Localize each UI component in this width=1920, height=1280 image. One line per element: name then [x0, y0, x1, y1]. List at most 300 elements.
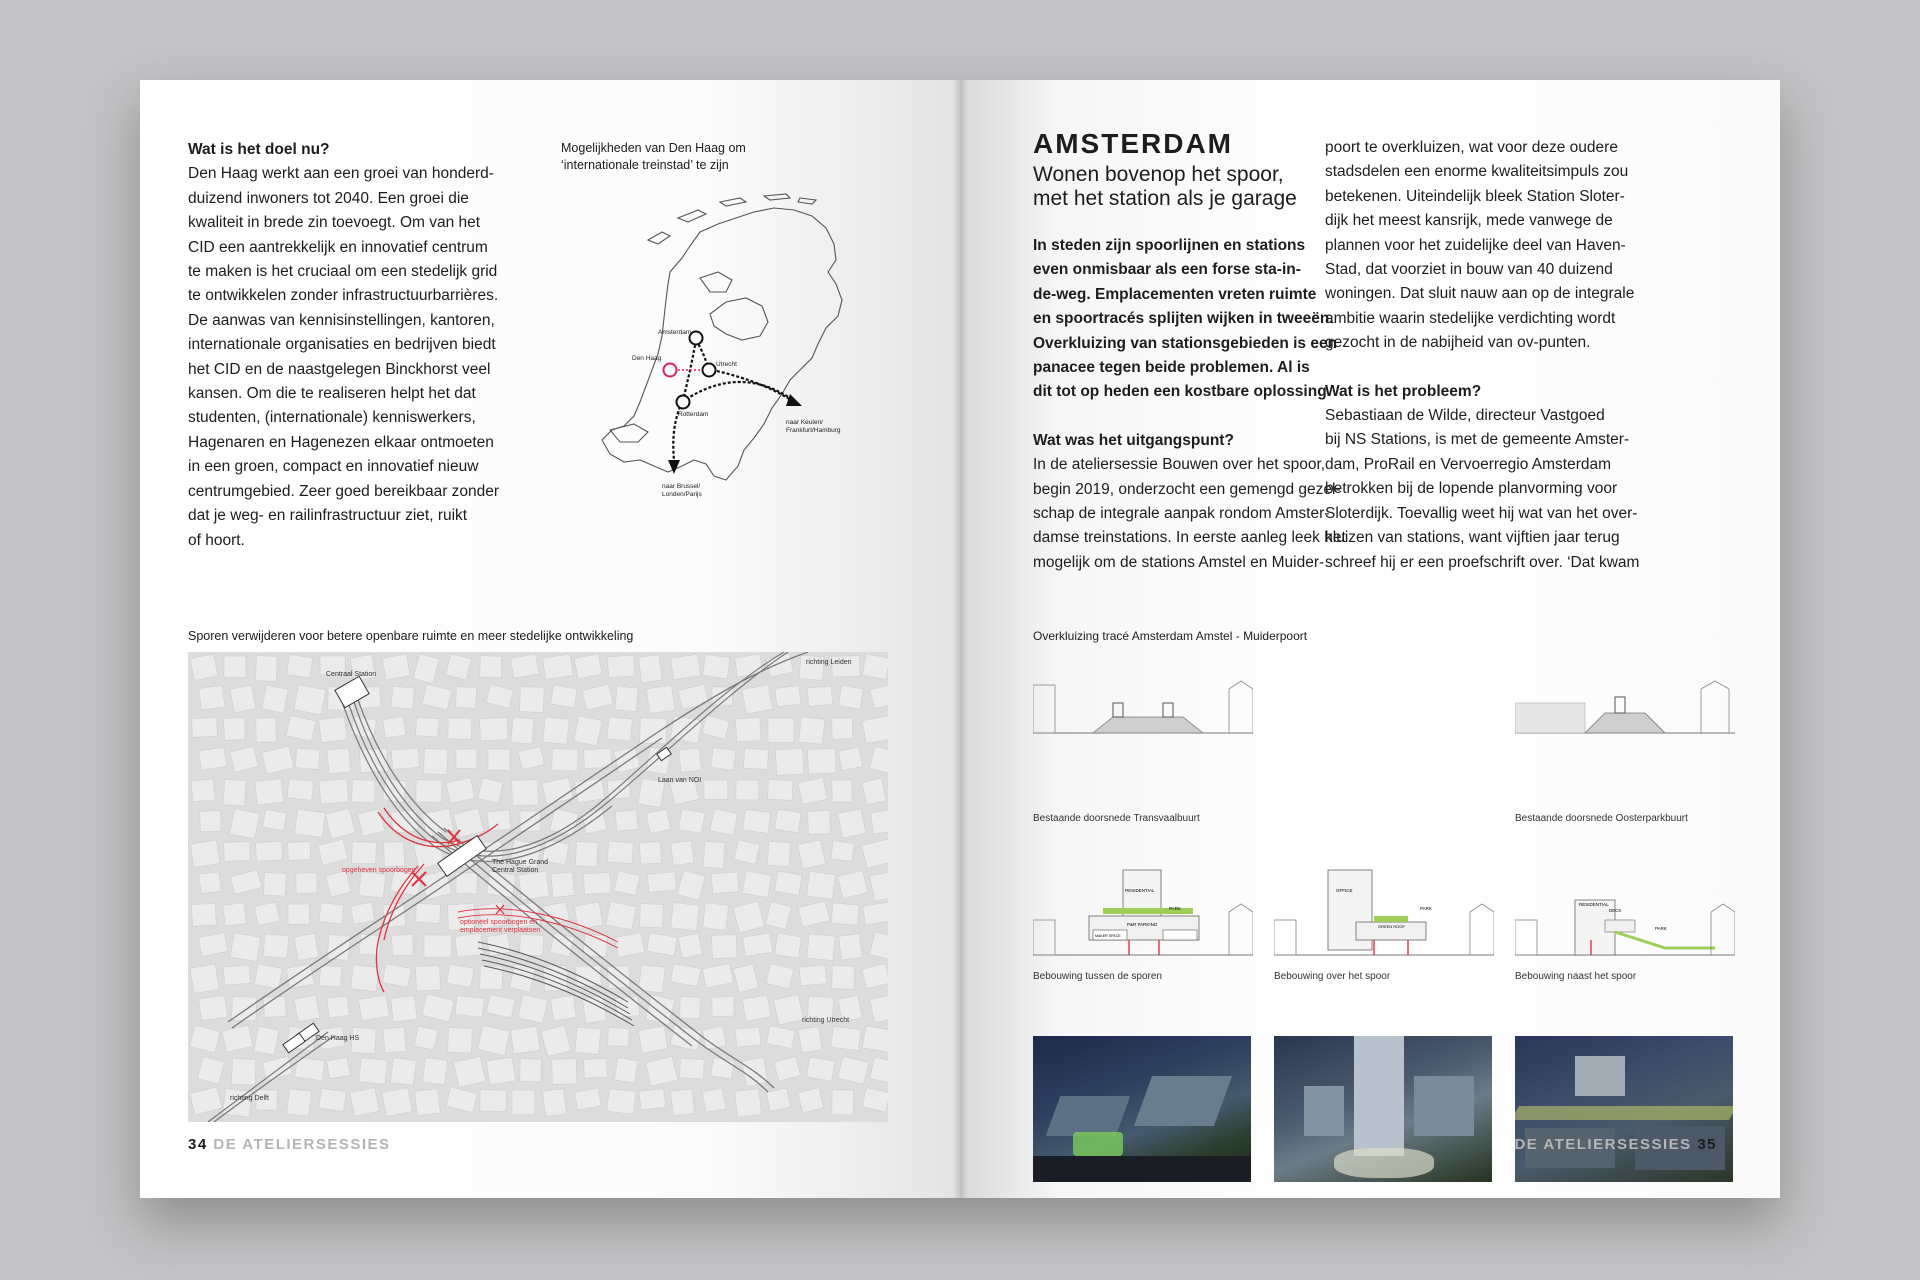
- city-block: [839, 934, 862, 960]
- city-block: [807, 748, 836, 774]
- plan-label-centraal: Centraal Station: [326, 671, 377, 678]
- city-block: [543, 654, 574, 679]
- plan-label-optional-2: emplacement verplaatsen: [460, 927, 541, 934]
- section-oosterpark: [1515, 675, 1735, 743]
- city-block: [392, 935, 414, 956]
- city-block: [511, 717, 534, 744]
- body-line: CID een aantrekkelijk en innovatief centrum: [188, 238, 488, 256]
- city-block: [551, 872, 575, 898]
- city-block: [614, 1058, 638, 1084]
- city-block: [542, 1089, 566, 1117]
- city-block: [294, 685, 326, 715]
- city-block: [424, 935, 451, 958]
- city-block: [862, 654, 888, 679]
- city-block: [768, 779, 793, 800]
- city-block: [574, 654, 602, 679]
- city-block: [351, 965, 379, 992]
- body-line: begin 2019, onderzocht een gemengd gezel-: [1033, 480, 1341, 498]
- body-line: betrokken bij de lopende planvorming voor: [1325, 480, 1618, 498]
- netherlands-outline: [602, 194, 842, 480]
- city-block: [254, 902, 279, 925]
- city-block: [319, 965, 342, 987]
- city-block: [736, 780, 759, 800]
- city-block: [390, 1058, 416, 1086]
- city-block: [575, 778, 605, 802]
- city-block: [512, 780, 539, 806]
- city-block: [382, 1088, 412, 1117]
- city-block: [838, 809, 866, 838]
- body-line: schreef hij er een proefschrift over. ‘Dat kwam: [1325, 553, 1640, 571]
- city-block: [551, 685, 577, 707]
- city-block: [735, 717, 761, 742]
- city-block: [518, 995, 548, 1024]
- city-block: [678, 933, 702, 958]
- body-line: plannen voor het zuidelijke deel van Haven-: [1325, 236, 1626, 254]
- city-block: [607, 841, 633, 863]
- body-line: damse treinstations. In eerste aanleg leek het: [1033, 529, 1346, 547]
- city-block: [711, 748, 736, 770]
- lead-line: In steden zijn spoorlijnen en stations: [1033, 237, 1306, 254]
- city-block: [446, 964, 474, 987]
- svg-text:PARK: PARK: [1420, 906, 1432, 911]
- left-text-column: [188, 138, 523, 553]
- city-block: [416, 780, 442, 803]
- city-block: [383, 716, 406, 738]
- amsterdam-node: [690, 332, 703, 345]
- city-block: [191, 903, 216, 926]
- city-block: [352, 842, 377, 864]
- svg-text:RESIDENTIAL: RESIDENTIAL: [1579, 902, 1609, 907]
- city-block: [704, 780, 728, 799]
- lead-line: dit tot op heden een kostbare oplossing.: [1033, 383, 1331, 401]
- body-line: gezocht in de nabijheid van ov-punten.: [1325, 334, 1591, 352]
- city-block: [480, 1090, 507, 1112]
- body-line: het CID en de naastgelegen Binckhorst veel: [188, 360, 491, 378]
- city-block: [743, 748, 768, 769]
- section-over: [1274, 780, 1494, 960]
- plan-caption: Sporen verwijderen voor betere openbare ruimte en meer stedelijke ontwikkeling: [188, 629, 634, 643]
- body-line: duizend inwoners tot 2040. Een groei die: [188, 189, 469, 207]
- tag-parking: P&R PARKING: [1127, 922, 1158, 927]
- plan-label-hs: Den Haag HS: [316, 1035, 360, 1042]
- tag-green-roof: GREEN ROOF: [1378, 924, 1405, 929]
- city-block: [808, 811, 831, 835]
- city-block: [832, 1090, 854, 1115]
- lead-line: en spoortracés splijten wijken in tweeën.: [1033, 310, 1334, 328]
- city-block: [871, 809, 888, 834]
- arrow-east-icon: [786, 394, 802, 406]
- caption-tussen: Bebouwing tussen de sporen: [1033, 971, 1162, 982]
- city-block: [382, 654, 410, 680]
- city-block: [327, 1057, 351, 1078]
- city-block: [480, 656, 502, 678]
- body-line: ambitie waarin stedelijke verdichting wordt: [1325, 309, 1616, 327]
- city-block: [224, 718, 246, 741]
- city-block: [735, 1089, 762, 1117]
- city-block: [607, 655, 635, 678]
- city-block: [767, 841, 791, 866]
- city-block: [671, 841, 695, 866]
- city-block: [702, 1088, 726, 1112]
- city-block: [488, 749, 510, 770]
- city-block: [584, 1059, 608, 1079]
- plan-label-leiden: richting Leiden: [806, 659, 852, 666]
- city-block: [456, 687, 477, 709]
- city-block: [606, 902, 636, 930]
- left-page: [140, 80, 960, 1198]
- city-block: [415, 1089, 441, 1116]
- city-block: [423, 1058, 448, 1085]
- city-block: [391, 748, 419, 770]
- city-block: [294, 995, 320, 1022]
- city-block: [839, 685, 864, 708]
- body-line: kluizen van stations, want vijftien jaar terug: [1325, 529, 1620, 547]
- city-block: [639, 1089, 666, 1110]
- page-number: 35: [1697, 1136, 1717, 1153]
- tag-deck: DECK: [1609, 908, 1622, 913]
- right-page: [960, 80, 1780, 1198]
- city-block: [712, 935, 737, 959]
- city-block: [384, 842, 405, 867]
- city-block: [230, 933, 260, 961]
- plan-label-utrecht: richting Utrecht: [802, 1017, 850, 1024]
- map-label-rotterdam: Rotterdam: [678, 411, 709, 418]
- city-block: [414, 1026, 438, 1050]
- city-block: [358, 809, 385, 836]
- city-block: [671, 1089, 695, 1116]
- city-block: [456, 873, 477, 894]
- plan-label-noi: Laan van NOI: [658, 777, 702, 784]
- city-block: [327, 996, 349, 1018]
- city-block: [863, 902, 888, 925]
- city-block: [552, 749, 579, 771]
- city-block: [862, 1026, 888, 1053]
- caption-naast: Bebouwing naast het spoor: [1515, 971, 1637, 982]
- city-block: [256, 841, 283, 861]
- city-block: [263, 809, 287, 831]
- city-block: [448, 718, 472, 740]
- left-body-text: [188, 162, 523, 553]
- city-block: [287, 779, 314, 801]
- city-block: [712, 997, 734, 1016]
- body-line: De aanwas van kennisinstellingen, kantoren,: [188, 311, 495, 329]
- city-block: [831, 1026, 861, 1050]
- lead-paragraph: [1033, 234, 1373, 405]
- tag-maker: MAKER SPACE: [1095, 934, 1121, 938]
- body-line: te maken is het cruciaal om een stedelijk grid: [188, 263, 498, 281]
- city-block: [254, 1026, 279, 1055]
- city-block: [263, 996, 286, 1017]
- city-block: [678, 809, 704, 833]
- city-block: [862, 716, 888, 744]
- city-block: [512, 1090, 535, 1115]
- city-block: [711, 1057, 735, 1079]
- city-block: [775, 686, 801, 707]
- city-block: [680, 997, 701, 1019]
- caption-oosterpark: Bestaande doorsnede Oosterparkbuurt: [1515, 813, 1688, 824]
- city-block: [256, 718, 277, 743]
- city-block: [391, 996, 417, 1022]
- city-block: [607, 1089, 636, 1115]
- city-block: [295, 748, 320, 769]
- city-block: [230, 685, 256, 713]
- city-block: [415, 965, 440, 990]
- render-photo-amstel: [1033, 1036, 1251, 1182]
- city-block: [262, 685, 288, 713]
- article-header: [1033, 128, 1373, 211]
- body-line: dam, ProRail en Vervoerregio Amsterdam: [1325, 455, 1612, 473]
- lead-line: panacee tegen beide problemen. Al is: [1033, 359, 1310, 377]
- city-block: [807, 686, 832, 706]
- city-block: [294, 809, 325, 837]
- city-block: [775, 809, 801, 832]
- city-block: [223, 965, 250, 985]
- body-line: te ontwikkelen zonder infrastructuurbarrières.: [188, 287, 499, 305]
- city-block: [640, 718, 667, 744]
- map-label-amsterdam: Amsterdam: [658, 329, 692, 336]
- map-label-east-2: Frankfurt/Hamburg: [786, 427, 841, 434]
- city-block: [518, 871, 549, 900]
- city-block: [454, 1056, 486, 1087]
- city-block: [391, 686, 415, 709]
- den-haag-node: [664, 364, 677, 377]
- page-number: 34: [188, 1136, 208, 1153]
- right-column-2: [1325, 136, 1685, 575]
- city-block: [456, 749, 477, 768]
- city-block: [192, 717, 218, 737]
- caption-transvaal: Bestaande doorsnede Transvaalbuurt: [1033, 813, 1200, 824]
- city-block: [199, 686, 225, 710]
- body-line: mogelijk om de stations Amstel en Muider-: [1033, 553, 1325, 571]
- city-block: [608, 1028, 629, 1047]
- city-block: [287, 654, 313, 677]
- body-line: internationale organisaties en bedrijven biedt: [188, 336, 496, 354]
- city-block: [424, 749, 448, 775]
- city-block: [288, 904, 309, 924]
- city-block: [638, 655, 662, 683]
- city-block: [231, 1059, 255, 1086]
- city-block: [639, 841, 661, 864]
- right-folio: [1514, 1136, 1717, 1153]
- city-block: [647, 872, 676, 893]
- article-subtitle: [1033, 163, 1373, 211]
- city-block: [480, 717, 508, 740]
- city-block: [576, 842, 598, 867]
- body-line: Stad, dat voorziet in bouw van 40 duizend: [1325, 261, 1613, 279]
- city-block: [263, 872, 286, 896]
- lead-line: Overkluizing van stationsgebieden is een: [1033, 334, 1338, 352]
- city-block: [615, 686, 639, 712]
- city-block: [288, 842, 311, 861]
- column-2-body-2: [1325, 404, 1685, 575]
- city-block: [416, 717, 439, 736]
- subtitle-line: Wonen bovenop het spoor,: [1033, 163, 1284, 186]
- city-block: [711, 872, 739, 894]
- map-label-south-1: naar Brussel/: [662, 483, 701, 490]
- city-block: [224, 842, 250, 861]
- city-block: [319, 903, 343, 924]
- lead-line: de-weg. Emplacementen vreten ruimte: [1033, 285, 1317, 303]
- city-block: [191, 779, 215, 802]
- city-block: [223, 903, 247, 926]
- rotterdam-node: [677, 396, 690, 409]
- city-block: [350, 1088, 380, 1116]
- body-line: in een groen, compact en innovatief nieuw: [188, 458, 479, 476]
- city-block: [703, 654, 730, 678]
- city-block: [510, 1026, 540, 1054]
- left-heading: Wat is het doel nu?: [188, 141, 330, 158]
- city-block: [607, 717, 633, 741]
- city-block: [255, 779, 284, 806]
- city-block: [831, 903, 859, 925]
- city-block: [574, 716, 602, 746]
- netherlands-map: [550, 180, 870, 520]
- city-block: [615, 810, 638, 831]
- tag-residential: RESIDENTIAL: [1125, 888, 1155, 893]
- city-block: [199, 747, 227, 770]
- tag-office: OFFICE: [1336, 888, 1353, 893]
- city-block: [230, 809, 260, 839]
- city-block: [742, 995, 771, 1021]
- city-block: [671, 903, 700, 931]
- column-2-body: [1325, 136, 1685, 356]
- city-block: [798, 1088, 824, 1113]
- arrow-south-icon: [668, 460, 680, 474]
- city-block: [614, 871, 640, 896]
- city-block: [287, 1089, 312, 1116]
- city-block: [775, 871, 802, 895]
- tag-park: PARK: [1169, 906, 1181, 911]
- body-line: betekenen. Uiteindelijk bleek Station Sloter-: [1325, 187, 1625, 205]
- city-block: [448, 1028, 473, 1053]
- body-line: woningen. Dat sluit nauw aan op de integrale: [1325, 285, 1635, 303]
- plan-label-delft: richting Delft: [230, 1095, 269, 1102]
- body-line: Den Haag werkt aan een groei van honderd-: [188, 165, 494, 183]
- city-block: [190, 654, 218, 681]
- city-block: [679, 748, 702, 772]
- city-block: [742, 871, 771, 897]
- city-block: [799, 717, 825, 745]
- body-line: centrumgebied. Zeer goed bereikbaar zonder: [188, 482, 500, 500]
- plan-label-grand-2: Central Station: [492, 867, 539, 874]
- body-line: schap de integrale aanpak rondom Amster-: [1033, 505, 1330, 523]
- city-block: [358, 995, 389, 1021]
- city-block: [224, 656, 246, 678]
- body-line: Hagenaren en Hagenezen elkaar ontmoeten: [188, 433, 494, 451]
- subtitle-line: met het station als je garage: [1033, 187, 1297, 210]
- city-block: [520, 1059, 542, 1082]
- city-block: [223, 779, 246, 806]
- city-block: [832, 966, 855, 989]
- city-block: [799, 965, 827, 986]
- figure-caption: Overkluizing tracé Amsterdam Amstel - Muiderpoort: [1033, 629, 1308, 643]
- body-line: In de ateliersessie Bouwen over het spoor,: [1033, 456, 1326, 474]
- city-block: [774, 995, 804, 1025]
- utrecht-node: [703, 364, 716, 377]
- article-title: AMSTERDAM: [1033, 128, 1233, 159]
- city-block: [807, 871, 836, 899]
- map-caption: [561, 140, 801, 174]
- city-block: [766, 1088, 790, 1111]
- city-block: [710, 809, 738, 835]
- city-block: [743, 809, 771, 833]
- body-line: kansen. Om die te realiseren helpt het dat: [188, 385, 476, 403]
- city-block: [807, 934, 835, 961]
- city-block: [486, 1057, 515, 1084]
- city-block: [807, 1057, 835, 1081]
- city-block: [359, 872, 386, 898]
- city-block: [359, 1058, 387, 1085]
- city-block: [551, 995, 577, 1020]
- city-block: [319, 717, 347, 743]
- city-block: [615, 996, 639, 1017]
- body-line: dat je weg- en railinfrastructuur ziet, ruikt: [188, 507, 468, 525]
- city-block: [487, 810, 511, 831]
- city-block: [200, 811, 221, 832]
- city-block: [838, 747, 862, 770]
- city-block: [190, 840, 220, 867]
- left-folio: [188, 1136, 391, 1153]
- city-block: [199, 872, 221, 894]
- city-block: [774, 933, 801, 958]
- city-block: [639, 965, 666, 993]
- city-block: [319, 1088, 347, 1111]
- spine-shadow: [952, 80, 968, 1198]
- column-1-body: [1033, 453, 1373, 575]
- city-block: [296, 873, 317, 893]
- lead-line: even onmisbaar als een forse sta-in-: [1033, 261, 1301, 279]
- city-block: [319, 779, 349, 804]
- city-block: [862, 778, 886, 805]
- plan-label-grand-1: The Hague Grand: [492, 859, 549, 866]
- city-block: [703, 841, 725, 868]
- city-block: [575, 1027, 601, 1054]
- section-name: DE ATELIERSESSIES: [213, 1136, 391, 1153]
- city-block: [583, 872, 611, 894]
- city-block: [775, 748, 804, 775]
- city-block: [294, 933, 319, 960]
- city-block: [735, 1027, 761, 1047]
- city-block: [680, 1058, 705, 1078]
- city-block: [351, 902, 375, 924]
- map-label-south-2: Londen/Parijs: [662, 491, 702, 498]
- city-block: [798, 840, 826, 869]
- city-block: [510, 654, 538, 678]
- map-label-den-haag: Den Haag: [632, 355, 662, 362]
- city-block: [670, 716, 701, 744]
- city-block: [255, 656, 277, 682]
- city-block: [352, 780, 375, 803]
- city-block: [646, 809, 671, 834]
- city-block: [416, 903, 441, 923]
- city-block: [831, 841, 854, 862]
- city-block: [254, 964, 282, 989]
- render-photo-muiderpoort: [1515, 1036, 1733, 1182]
- heading-uitgangspunt: Wat was het uitgangspunt?: [1033, 431, 1234, 449]
- section-name: DE ATELIERSESSIES: [1514, 1136, 1692, 1153]
- svg-text:PARK: PARK: [1655, 926, 1667, 931]
- city-block: [640, 904, 664, 928]
- city-block: [327, 748, 351, 774]
- city-block: [263, 934, 289, 958]
- body-line: bij NS Stations, is met de gemeente Amster-: [1325, 431, 1630, 449]
- city-block: [190, 964, 219, 993]
- body-line: of hoort.: [188, 531, 245, 549]
- map-label-east-1: naar Keulen/: [786, 419, 823, 426]
- city-block: [798, 1027, 822, 1053]
- route-lines: [664, 332, 803, 475]
- city-block: [455, 996, 484, 1018]
